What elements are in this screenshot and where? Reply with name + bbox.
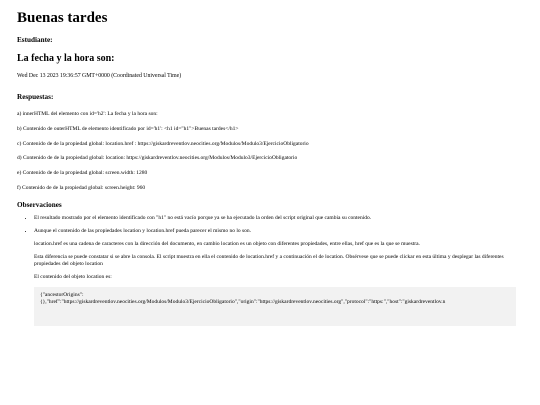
- datetime-value: Wed Dec 13 2023 19:36:57 GMT+0000 (Coordinated Universal Time): [17, 73, 182, 79]
- observations-heading: Observaciones: [17, 200, 62, 209]
- answer-c: c) Contenido de de la propiedad global: location.href : https://giskardreventlov.neocities.org/Modulos/Modulo3/EjercicioObligatorio: [17, 140, 309, 147]
- observations-list: [17, 215, 523, 326]
- code-line: {},"href":"https://giskardreventlov.neocities.org/Modulos/Modulo3/EjercicioObligatorio","origin":"https://giskardreventlov.neocities.org","protocol":"https:","host":"giskardreventlov.n: [40, 298, 446, 305]
- answer-e: e) Contenido de de la propiedad global: screen.width: 1280: [17, 170, 148, 177]
- note-location-object: El contenido del objeto location es:: [34, 273, 112, 280]
- note-console: Esta diferencia se puede constatar si se abre la consola. El script muestra en ella el contenido de location.href y a continuación el de location. Obsérvese que se puede clickar en esta última y desplegar las diferentes propiedades del objeto location: [34, 253, 504, 267]
- observation-item: [34, 228, 523, 326]
- note-location-href: location.href es una cadena de caracteres con la dirección del documento, en cambio location es un objeto con diferentes propiedades, entre ellas, href que es la que se muestra.: [34, 240, 420, 247]
- page-title: Buenas tardes: [17, 10, 108, 26]
- answer-f: f) Contenido de de la propiedad global: screen.height: 960: [17, 184, 146, 191]
- answers-list: [17, 111, 523, 192]
- answer-d: d) Contenido de de la propiedad global: location: https://giskardreventlov.neocities.org/Modulos/Modulo3/EjercicioObligatorio: [17, 155, 298, 162]
- answer-a: a) innerHTML del elemento con id='h2': La fecha y la hora son:: [17, 111, 158, 117]
- datetime-heading: La fecha y la hora son:: [17, 53, 115, 64]
- answers-heading: Respuestas:: [17, 93, 54, 101]
- observation-item: • El resultado mostrado por el elemento identificado con "h1" no está vacío porque ya se ha ejecutado la orden del script original que cambia su contenido.: [34, 215, 523, 222]
- location-object-code: [34, 287, 516, 326]
- observation-text: Aunque el contenido de las propiedades location y location.href pueda parecer el mismo no lo son.: [34, 227, 252, 234]
- student-label: Estudiante:: [17, 36, 53, 44]
- answer-b: b) Contenido de outerHTML de elemento identificado por id='h1': <h1 id="h1">Buenas tardes</h1>: [17, 125, 239, 132]
- code-line: {"ancestorOrigins":: [40, 291, 84, 298]
